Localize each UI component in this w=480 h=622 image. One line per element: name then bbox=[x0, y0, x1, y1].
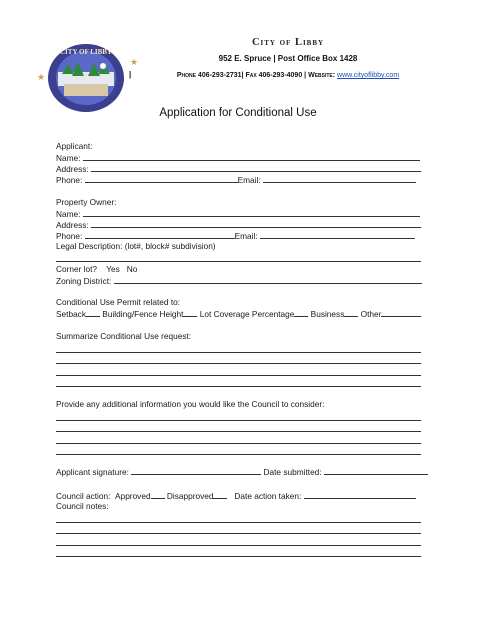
setback-blank[interactable] bbox=[86, 308, 100, 317]
owner-name-field[interactable] bbox=[83, 208, 420, 217]
website-link[interactable]: www.cityoflibby.com bbox=[337, 72, 400, 79]
star-right-icon: ★ bbox=[130, 57, 139, 67]
corner-lot-label: Corner lot? bbox=[56, 264, 98, 274]
additional-info-label: Provide any additional information you would like the Council to consider: bbox=[56, 399, 325, 409]
owner-name-label: Name: bbox=[56, 209, 81, 219]
summary-line-1[interactable] bbox=[56, 352, 421, 353]
owner-email-field[interactable] bbox=[260, 230, 415, 239]
permit-option-business: Business bbox=[310, 309, 345, 319]
applicant-phone-row bbox=[56, 174, 416, 186]
owner-phone-field[interactable] bbox=[85, 230, 235, 239]
zoning-label: Zoning District: bbox=[56, 276, 112, 286]
seal-text: CITY OF LIBBY bbox=[60, 48, 112, 56]
applicant-name-field[interactable] bbox=[83, 152, 420, 161]
applicant-heading: Applicant: bbox=[56, 141, 93, 151]
permit-option-height: Building/Fence Height bbox=[102, 309, 184, 319]
council-notes-line-1[interactable] bbox=[56, 522, 421, 523]
disapproved-blank[interactable] bbox=[213, 490, 227, 499]
owner-address-label: Address: bbox=[56, 220, 89, 230]
approved-blank[interactable] bbox=[151, 490, 165, 499]
height-blank[interactable] bbox=[183, 308, 197, 317]
approved-label: Approved bbox=[115, 491, 151, 501]
council-notes-line-3[interactable] bbox=[56, 545, 421, 546]
date-action-field[interactable] bbox=[304, 490, 416, 499]
permit-option-setback: Setback bbox=[56, 309, 86, 319]
owner-phone-label: Phone: bbox=[56, 231, 83, 241]
zoning-field[interactable] bbox=[114, 275, 422, 284]
city-seal-logo bbox=[44, 40, 128, 116]
permit-option-lot-coverage: Lot Coverage Percentage bbox=[199, 309, 295, 319]
legal-description-field[interactable] bbox=[56, 261, 421, 262]
applicant-phone-label: Phone: bbox=[56, 175, 83, 185]
council-action-label: Council action: bbox=[56, 491, 111, 501]
phone-value: 406-293-2731 bbox=[197, 72, 242, 79]
applicant-email-field[interactable] bbox=[263, 174, 416, 183]
summary-line-3[interactable] bbox=[56, 375, 421, 376]
corner-lot-row bbox=[56, 264, 137, 275]
applicant-name-label: Name: bbox=[56, 153, 81, 163]
applicant-address-label: Address: bbox=[56, 164, 89, 174]
applicant-email-label: Email: bbox=[237, 175, 261, 185]
applicant-phone-field[interactable] bbox=[85, 174, 238, 183]
signature-row bbox=[56, 466, 428, 478]
business-blank[interactable] bbox=[344, 308, 358, 317]
owner-heading: Property Owner: bbox=[56, 197, 117, 207]
city-name: City of Libby bbox=[251, 37, 325, 48]
additional-line-3[interactable] bbox=[56, 443, 421, 444]
signature-field[interactable] bbox=[131, 466, 261, 475]
summarize-label: Summarize Conditional Use request: bbox=[56, 331, 192, 341]
date-submitted-label: Date submitted: bbox=[263, 467, 322, 477]
permit-options-row bbox=[56, 308, 421, 320]
lot-coverage-blank[interactable] bbox=[294, 308, 308, 317]
additional-line-1[interactable] bbox=[56, 420, 421, 421]
contact-line: Phone 406-293-2731| Fax 406-293-4090 | Website: www.cityoflibby.com bbox=[176, 72, 400, 79]
form-title: Application for Conditional Use bbox=[159, 107, 317, 119]
additional-line-2[interactable] bbox=[56, 431, 421, 432]
disapproved-label: Disapproved bbox=[166, 491, 214, 501]
website-label: Website: bbox=[308, 72, 336, 79]
council-notes-line-2[interactable] bbox=[56, 533, 421, 534]
applicant-address-field[interactable] bbox=[91, 163, 421, 172]
permit-option-other: Other bbox=[360, 309, 382, 319]
additional-line-4[interactable] bbox=[56, 454, 421, 455]
council-notes-label: Council notes: bbox=[56, 501, 109, 511]
permit-heading: Conditional Use Permit related to: bbox=[56, 297, 181, 307]
owner-email-label: Email: bbox=[234, 231, 258, 241]
fax-value: 406-293-4090 bbox=[258, 72, 303, 79]
divider-bar: | bbox=[129, 70, 132, 79]
summary-line-4[interactable] bbox=[56, 386, 421, 387]
owner-address-field[interactable] bbox=[91, 219, 421, 228]
council-notes-line-4[interactable] bbox=[56, 556, 421, 557]
star-left-icon: ★ bbox=[37, 72, 46, 82]
fax-label: Fax bbox=[245, 72, 257, 79]
date-action-label: Date action taken: bbox=[234, 491, 302, 501]
other-blank[interactable] bbox=[381, 308, 421, 317]
council-action-row bbox=[56, 490, 416, 502]
city-address: 952 E. Spruce | Post Office Box 1428 bbox=[218, 54, 358, 63]
phone-label: Phone bbox=[176, 72, 196, 79]
summary-line-2[interactable] bbox=[56, 363, 421, 364]
corner-lot-yes[interactable]: Yes bbox=[106, 264, 120, 274]
legal-description-label: Legal Description: (lot#, block# subdivision) bbox=[56, 241, 216, 251]
signature-label: Applicant signature: bbox=[56, 467, 129, 477]
zoning-row bbox=[56, 275, 422, 287]
corner-lot-no[interactable]: No bbox=[126, 264, 138, 274]
date-submitted-field[interactable] bbox=[324, 466, 428, 475]
